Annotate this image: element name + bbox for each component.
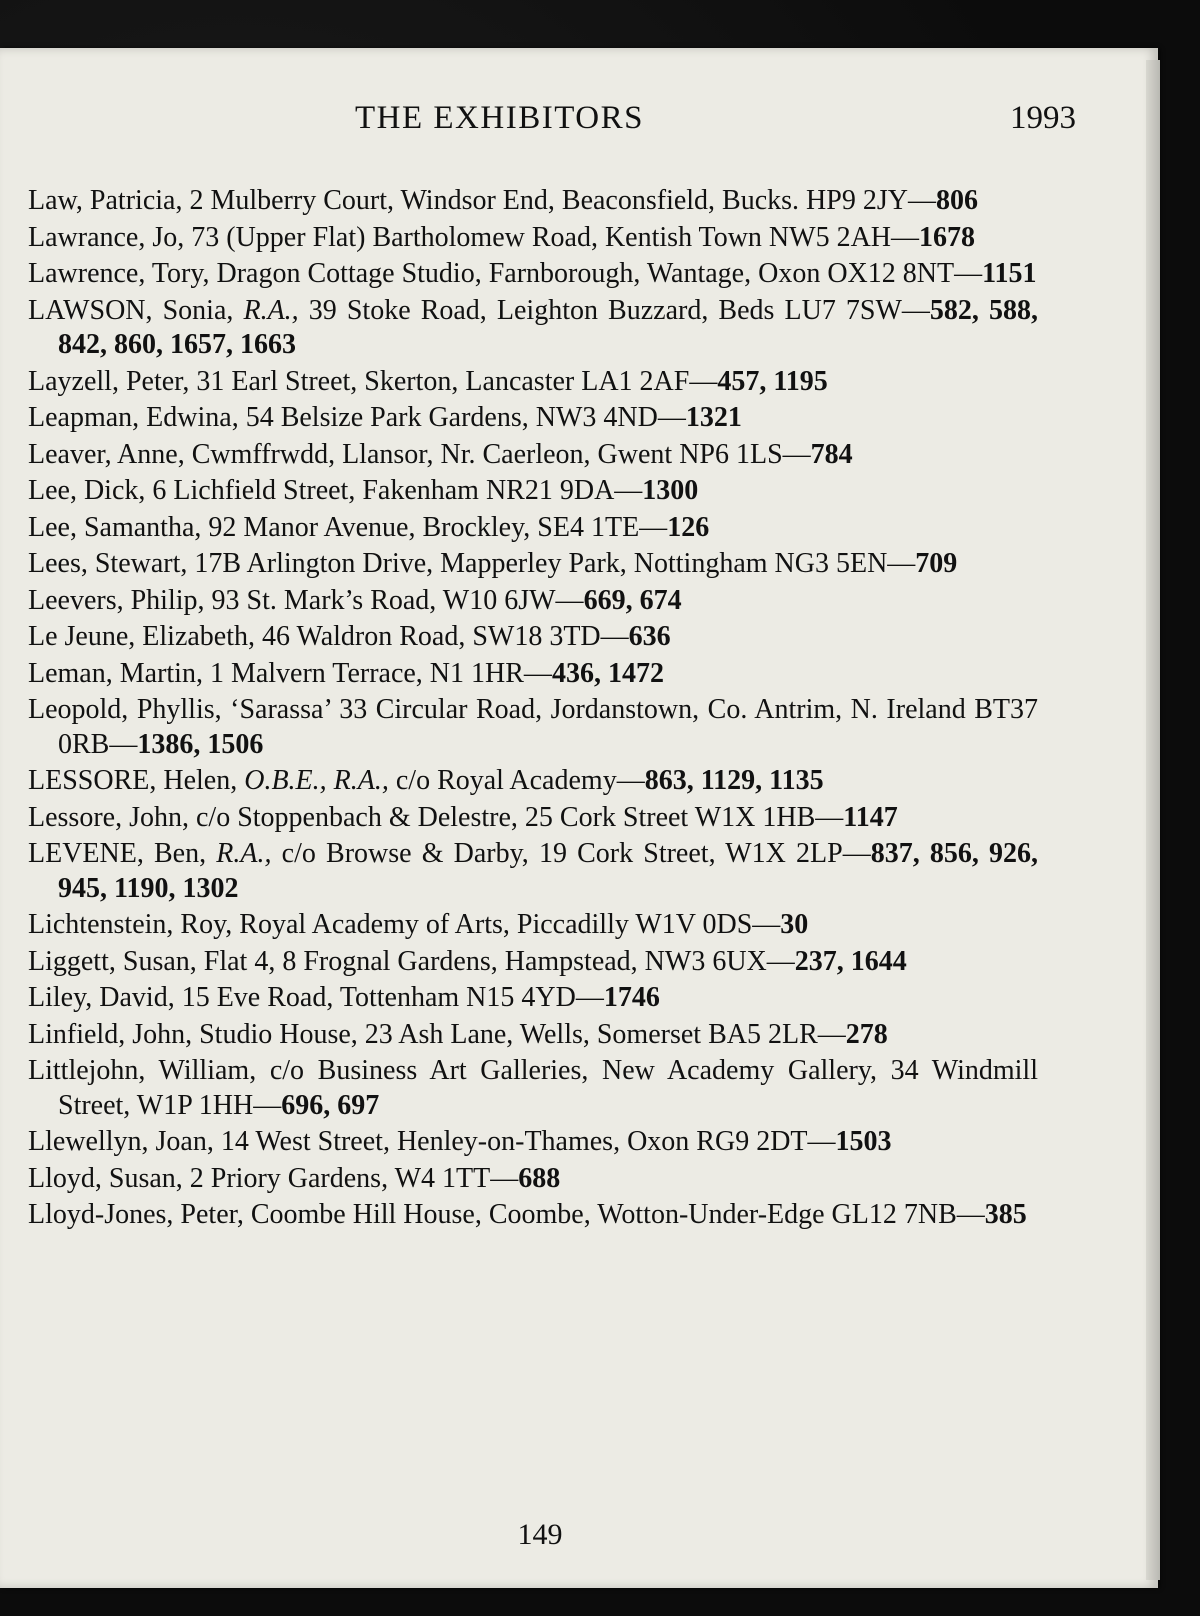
catalogue-numbers: 237, 1644 [794,945,907,977]
exhibitor-address: Flat 4, 8 Frognal Gardens, Hampstead, NW3 6UX— [196,945,795,977]
catalogue-numbers: 436, 1472 [551,657,664,689]
exhibitor-entry [28,438,1038,473]
exhibitor-address: Cwmffrwdd, Llansor, Nr. Caerleon, Gwent NP6 1LS— [184,438,811,470]
exhibitor-entry [28,401,1038,436]
exhibitor-entry [28,184,1038,219]
exhibitor-name: Lichtenstein, Roy, [28,909,233,940]
exhibitor-entry [28,620,1038,655]
catalogue-numbers: 1678 [919,221,976,253]
catalogue-numbers: 1503 [835,1126,892,1157]
exhibitor-address: Studio House, 23 Ash Lane, Wells, Somerset BA5 2LR— [192,1018,846,1050]
exhibitor-name: Leaver, Anne, [28,438,185,470]
exhibitor-name: Layzell, Peter, [28,365,190,397]
exhibitor-entry [28,657,1038,692]
exhibitor-address: 54 Belsize Park Gardens, NW3 4ND— [238,402,686,433]
exhibitor-address: c/o Business Art Galleries, New Academy Gallery, 34 Windmill Street, W1P 1HH— [58,1055,1038,1121]
exhibitor-entry [28,908,1038,943]
exhibitor-entry [28,1198,1038,1233]
page-number: 149 [517,1518,563,1551]
catalogue-numbers: 784 [810,438,853,470]
exhibitor-address: Dragon Cottage Studio, Farnborough, Wantage, Oxon OX12 8NT— [209,258,983,289]
exhibitor-name: Lloyd, Susan, [28,1162,183,1194]
catalogue-numbers: 688 [518,1162,561,1194]
exhibitor-address: 31 Earl Street, Skerton, Lancaster LA1 2AF— [189,365,718,397]
exhibitor-name: Leevers, Philip, [28,584,205,616]
exhibitor-address: ‘Sarassa’ 33 Circular Road, Jordanstown, Co. Antrim, N. Ireland BT37 0RB— [58,694,1038,760]
exhibitor-name: Llewellyn, Joan, [28,1126,214,1157]
exhibitor-entry [28,294,1038,363]
catalogue-numbers: 385 [984,1199,1027,1230]
exhibitor-address: Coombe Hill House, Coombe, Wotton-Under-Edge GL12 7NB— [243,1199,985,1230]
catalogue-numbers: 1151 [982,258,1037,289]
exhibitor-name: Littlejohn, William, [28,1055,257,1086]
exhibitor-name: Linfield, John, [28,1018,193,1050]
exhibitor-entry [28,365,1038,400]
exhibitor-name: Leopold, Phyllis, [28,694,222,725]
exhibitor-address: 14 West Street, Henley-on-Thames, Oxon RG9 2DT— [213,1126,836,1157]
exhibitor-entry [28,547,1038,582]
catalogue-numbers: 696, 697 [281,1089,380,1121]
running-title: THE EXHIBITORS [355,100,644,136]
catalogue-numbers: 1386, 1506 [137,728,264,760]
exhibitor-entry [28,474,1038,509]
running-head [355,100,1076,140]
exhibitor-honours: R.A., [233,294,299,326]
exhibitor-name: Lloyd-Jones, Peter, [28,1199,244,1230]
catalogue-numbers: 837, 856, 926, 945, 1190, 1302 [58,838,1039,904]
exhibitor-name: Leapman, Edwina, [28,402,239,433]
catalogue-numbers: 457, 1195 [717,365,828,397]
exhibitor-address: 17B Arlington Drive, Mapperley Park, Nottingham NG3 5EN— [187,548,916,579]
exhibitor-address: 46 Waldron Road, SW18 3TD— [255,621,629,652]
exhibitor-entry [28,945,1038,980]
exhibitor-entry [28,764,1038,799]
exhibitor-name: Leman, Martin, [28,657,203,689]
exhibitor-entry [28,584,1038,619]
exhibitor-name: Le Jeune, Elizabeth, [28,621,256,652]
exhibitor-entry [28,1018,1038,1053]
exhibitor-address: 39 Stoke Road, Leighton Buzzard, Beds LU7 7SW— [298,294,930,326]
exhibitor-name: Lee, Samantha, [28,511,202,543]
exhibitor-address: c/o Stoppenbach & Delestre, 25 Cork Street W1X 1HB— [188,801,844,833]
exhibitor-list [28,184,1038,1235]
exhibitor-honours: R.A., [206,838,272,869]
exhibitor-address: 93 St. Mark’s Road, W10 6JW— [204,584,584,616]
exhibitor-name: LEVENE, Ben, [28,838,207,869]
catalogue-numbers: 30 [780,909,809,940]
exhibitor-entry [28,837,1038,906]
catalogue-numbers: 709 [915,548,958,579]
exhibitor-address: 2 Priory Gardens, W4 1TT— [182,1162,519,1194]
exhibitor-name: Lee, Dick, [28,475,146,506]
exhibitor-entry [28,1162,1038,1197]
exhibitor-address: 1 Malvern Terrace, N1 1HR— [202,657,552,689]
exhibitor-entry [28,693,1038,762]
exhibitor-name: Liggett, Susan, [28,945,197,977]
exhibitor-entry [28,1054,1038,1123]
exhibitor-entry [28,801,1038,836]
catalogue-numbers: 1746 [603,982,660,1013]
exhibitor-honours: O.B.E., R.A., [237,765,389,796]
exhibitor-address: Royal Academy of Arts, Piccadilly W1V 0DS— [232,909,781,940]
page-edge [1146,60,1160,1580]
exhibitor-name: Lessore, John, [28,801,189,833]
exhibitor-entry [28,981,1038,1016]
catalogue-numbers: 1300 [642,475,699,506]
exhibitor-address: c/o Browse & Darby, 19 Cork Street, W1X 2LP— [271,838,871,869]
exhibitor-name: LAWSON, Sonia, [28,294,234,326]
catalogue-numbers: 806 [935,185,978,216]
exhibitor-address: 92 Manor Avenue, Brockley, SE4 1TE— [201,511,668,543]
exhibitor-address: c/o Royal Academy— [388,765,645,796]
exhibitor-name: LESSORE, Helen, [28,765,238,796]
exhibitor-address: 6 Lichfield Street, Fakenham NR21 9DA— [145,475,643,506]
exhibitor-entry [28,221,1038,256]
exhibitor-entry [28,257,1038,292]
exhibitor-address: 73 (Upper Flat) Bartholomew Road, Kentish Town NW5 2AH— [184,221,920,253]
exhibitor-name: Liley, David, [28,982,175,1013]
catalogue-numbers: 278 [845,1018,888,1050]
exhibitor-address: 15 Eve Road, Tottenham N15 4YD— [174,982,604,1013]
catalogue-numbers: 582, 588, 842, 860, 1657, 1663 [58,294,1038,360]
exhibitor-entry [28,511,1038,546]
exhibitor-name: Lees, Stewart, [28,548,188,579]
catalogue-numbers: 863, 1129, 1135 [644,765,824,796]
catalogue-numbers: 636 [628,621,671,652]
exhibitor-name: Lawrance, Jo, [28,221,185,253]
catalogue-numbers: 126 [667,511,710,543]
catalogue-numbers: 1147 [843,801,898,833]
exhibitor-entry [28,1125,1038,1160]
exhibitor-name: Law, Patricia, [28,185,183,216]
exhibitor-name: Lawrence, Tory, [28,258,210,289]
catalogue-numbers: 669, 674 [583,584,682,616]
exhibitor-address: 2 Mulberry Court, Windsor End, Beaconsfield, Bucks. HP9 2JY— [182,185,936,216]
running-year: 1993 [1010,100,1076,136]
catalogue-numbers: 1321 [685,402,742,433]
